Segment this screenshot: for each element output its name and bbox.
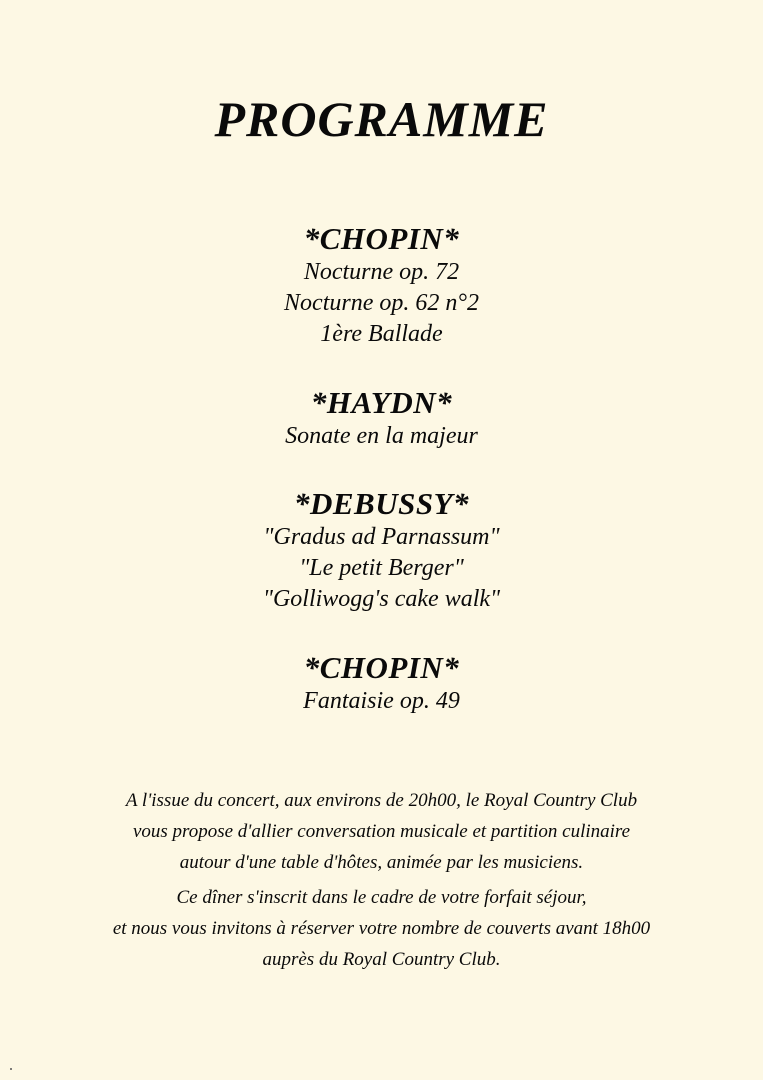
piece-title: "Golliwogg's cake walk": [262, 586, 501, 612]
footer-line: autour d'une table d'hôtes, animée par les musiciens.: [179, 852, 584, 873]
section-chopin-1: [0, 221, 763, 350]
piece-title: Fantaisie op. 49: [303, 688, 460, 714]
dinner-announcement: [0, 785, 763, 878]
piece-title: Nocturne op. 72: [303, 259, 460, 285]
scan-speck: [10, 1068, 12, 1070]
footer-line: A l'issue du concert, aux environs de 20h00, le Royal Country Club: [125, 790, 638, 811]
footer-line: vous propose d'allier conversation musicale et partition culinaire: [132, 821, 631, 842]
footer-line: Ce dîner s'inscrit dans le cadre de votre forfait séjour,: [176, 887, 587, 908]
composer-heading: *CHOPIN*: [303, 650, 460, 685]
page-title: PROGRAMME: [214, 91, 549, 147]
piece-title: 1ère Ballade: [320, 321, 443, 347]
piece-title: Sonate en la majeur: [285, 423, 478, 449]
reservation-note: [0, 882, 763, 975]
composer-heading: *DEBUSSY*: [293, 486, 470, 521]
section-debussy: [0, 486, 763, 615]
piece-title: "Gradus ad Parnassum": [263, 524, 500, 550]
composer-heading: *CHOPIN*: [303, 221, 460, 256]
footer-line: et nous vous invitons à réserver votre nombre de couverts avant 18h00: [112, 918, 651, 939]
composer-heading: *HAYDN*: [310, 385, 453, 420]
footer-line: auprès du Royal Country Club.: [262, 949, 501, 970]
piece-title: Nocturne op. 62 n°2: [284, 290, 479, 316]
piece-title: "Le petit Berger": [299, 555, 464, 581]
section-chopin-2: [0, 650, 763, 717]
section-haydn: [0, 385, 763, 452]
